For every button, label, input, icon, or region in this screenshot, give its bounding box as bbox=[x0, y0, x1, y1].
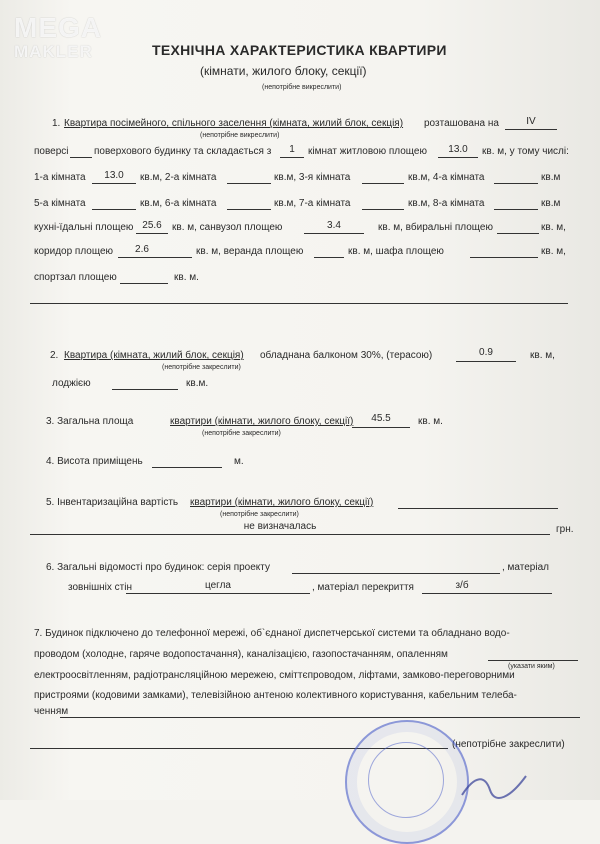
bath-label: кв. м, санвузол площею bbox=[172, 222, 283, 233]
room3-line bbox=[362, 183, 404, 184]
lodzh-line bbox=[112, 389, 178, 390]
s2-text: обладнана балконом 30%, (терасою) bbox=[260, 350, 433, 361]
vbyr-label: кв. м, вбиральні площею bbox=[378, 222, 493, 233]
s7-line3: електроосвітленням, радіотрансляційною мережею, сміттєпроводом, ліфтами, замково-переговорними bbox=[34, 670, 515, 681]
perekr-line bbox=[422, 593, 552, 594]
rooms-line bbox=[280, 157, 304, 158]
balcony-line bbox=[456, 361, 516, 362]
kitchen-label: кухні-їдальні площею bbox=[34, 222, 134, 233]
lodzh-label: лоджією bbox=[52, 378, 91, 389]
s4-text: 4. Висота приміщень bbox=[46, 456, 143, 467]
sport-end: кв. м. bbox=[174, 272, 199, 283]
s7-l2-note: (указати яким) bbox=[508, 663, 555, 670]
kitchen-value: 25.6 bbox=[142, 220, 162, 231]
room7-line bbox=[362, 209, 404, 210]
s7-line1: 7. Будинок підключено до телефонної мережі, об`єднаної диспетчерської системи та обладнано водо- bbox=[34, 628, 510, 639]
poversi-label: поверсі bbox=[34, 146, 69, 157]
bath-line bbox=[304, 233, 364, 234]
s7-note: (непотрібне закреслити) bbox=[452, 739, 565, 750]
s5-kv: квартири (кімнати, жилого блоку, секції) bbox=[190, 497, 374, 508]
s7-line5-blank bbox=[60, 717, 580, 718]
floor-line bbox=[505, 129, 557, 130]
walls-value: цегла bbox=[204, 580, 231, 591]
corridor-line bbox=[118, 257, 192, 258]
rooms-value: 1 bbox=[289, 144, 295, 155]
perekr-value: з/б bbox=[455, 580, 469, 591]
room8-line bbox=[494, 209, 538, 210]
balcony-value: 0.9 bbox=[479, 347, 493, 358]
s3-kv: квартири (кімнати, жилого блоку, секції) bbox=[170, 416, 354, 427]
s2-num: 2. bbox=[50, 350, 59, 361]
room4-label: кв.м, 4-а кімната bbox=[408, 172, 485, 183]
s2-note: (непотрібне закреслити) bbox=[162, 364, 241, 371]
floor-value: IV bbox=[526, 116, 536, 127]
s6-material: , матеріал bbox=[502, 562, 549, 573]
room2-line bbox=[227, 183, 271, 184]
shafa-line bbox=[470, 257, 538, 258]
room2-label: кв.м, 2-а кімната bbox=[140, 172, 217, 183]
kimnat-label: кімнат житловою площею bbox=[308, 146, 427, 157]
poverkh-label: поверхового будинку та складається з bbox=[94, 146, 272, 157]
shafa-label: кв. м, шафа площею bbox=[348, 246, 444, 257]
watermark-line2: MAKLER bbox=[14, 42, 93, 61]
doc-title: ТЕХНІЧНА ХАРАКТЕРИСТИКА КВАРТИРИ bbox=[152, 42, 447, 58]
s1-roztash: розташована на bbox=[424, 118, 499, 129]
total-line bbox=[352, 427, 410, 428]
room5-line bbox=[92, 209, 136, 210]
storeys-line bbox=[70, 157, 92, 158]
s1-divider bbox=[30, 303, 568, 304]
s1-kvartyra: Квартира посімейного, спільного заселення (кімната, жилий блок, секція) bbox=[64, 118, 404, 129]
watermark-logo bbox=[14, 14, 116, 62]
s3-kvm: кв. м. bbox=[418, 416, 443, 427]
veranda-line bbox=[314, 257, 344, 258]
room1-label: 1-а кімната bbox=[34, 172, 86, 183]
signature-mark bbox=[460, 770, 530, 800]
s6-text: 6. Загальні відомості про будинок: серія проекту bbox=[46, 562, 270, 573]
corridor-label: коридор площею bbox=[34, 246, 114, 257]
doc-subtitle: (кімнати, жилого блоку, секції) bbox=[200, 64, 367, 78]
series-line bbox=[292, 573, 500, 574]
sport-line bbox=[120, 283, 168, 284]
s5-text: 5. Інвентаризаційна вартість bbox=[46, 497, 179, 508]
vbyr-end: кв. м, bbox=[541, 222, 566, 233]
walls-line bbox=[126, 593, 310, 594]
room6-label: кв.м, 6-а кімната bbox=[140, 198, 217, 209]
room7-label: кв.м, 7-а кімната bbox=[274, 198, 351, 209]
height-line bbox=[152, 467, 222, 468]
room6-line bbox=[227, 209, 271, 210]
kitchen-line bbox=[136, 233, 168, 234]
kvm-tomu: кв. м, у тому числі: bbox=[482, 146, 569, 157]
room8-end: кв.м bbox=[541, 198, 561, 209]
s2-kvm: кв. м, bbox=[530, 350, 555, 361]
bath-value: 3.4 bbox=[327, 220, 341, 231]
room4-line bbox=[494, 183, 538, 184]
s1-num: 1. bbox=[52, 118, 61, 129]
living-area-line bbox=[438, 157, 478, 158]
s1-note: (непотрібне викреслити) bbox=[200, 132, 280, 139]
room8-label: кв.м, 8-а кімната bbox=[408, 198, 485, 209]
room1-line bbox=[92, 183, 136, 184]
shafa-end: кв. м, bbox=[541, 246, 566, 257]
sport-label: спортзал площею bbox=[34, 272, 117, 283]
room5-label: 5-а кімната bbox=[34, 198, 86, 209]
total-area-value: 45.5 bbox=[371, 413, 391, 424]
room1-value: 13.0 bbox=[104, 170, 124, 181]
s3-text: 3. Загальна площа bbox=[46, 416, 134, 427]
official-stamp-inner bbox=[368, 742, 444, 818]
vbyr-line bbox=[497, 233, 539, 234]
s2-kvartyra: Квартира (кімната, жилий блок, секція) bbox=[64, 350, 244, 361]
s5-value: не визначалась bbox=[243, 521, 317, 532]
s4-m: м. bbox=[234, 456, 244, 467]
s7-line5: ченням bbox=[34, 706, 69, 717]
room3-label: кв.м, 3-я кімната bbox=[274, 172, 351, 183]
walls-label: зовнішніх стін bbox=[68, 582, 132, 593]
s7-line2: проводом (холодне, гаряче водопостачання), каналізацією, газопостачанням, опаленням bbox=[34, 649, 448, 660]
corridor-value: 2.6 bbox=[135, 244, 149, 255]
watermark-line1: MEGA bbox=[14, 12, 102, 43]
s7-line4: пристроями (кодовими замками), телевізійною антеною колективного користування, кабельним телеба- bbox=[34, 690, 517, 701]
lodzh-end: кв.м. bbox=[186, 378, 209, 389]
veranda-label: кв. м, веранда площею bbox=[196, 246, 304, 257]
perekr-label: , матеріал перекриття bbox=[312, 582, 414, 593]
s5-line2 bbox=[30, 534, 550, 535]
s5-note: (непотрібне закреслити) bbox=[220, 511, 299, 518]
room4-end: кв.м bbox=[541, 172, 561, 183]
living-area-value: 13.0 bbox=[448, 144, 468, 155]
s5-line1 bbox=[398, 508, 558, 509]
s3-note: (непотрібне закреслити) bbox=[202, 430, 281, 437]
s5-grn: грн. bbox=[556, 524, 574, 535]
doc-note: (непотрібне викреслити) bbox=[262, 84, 342, 91]
